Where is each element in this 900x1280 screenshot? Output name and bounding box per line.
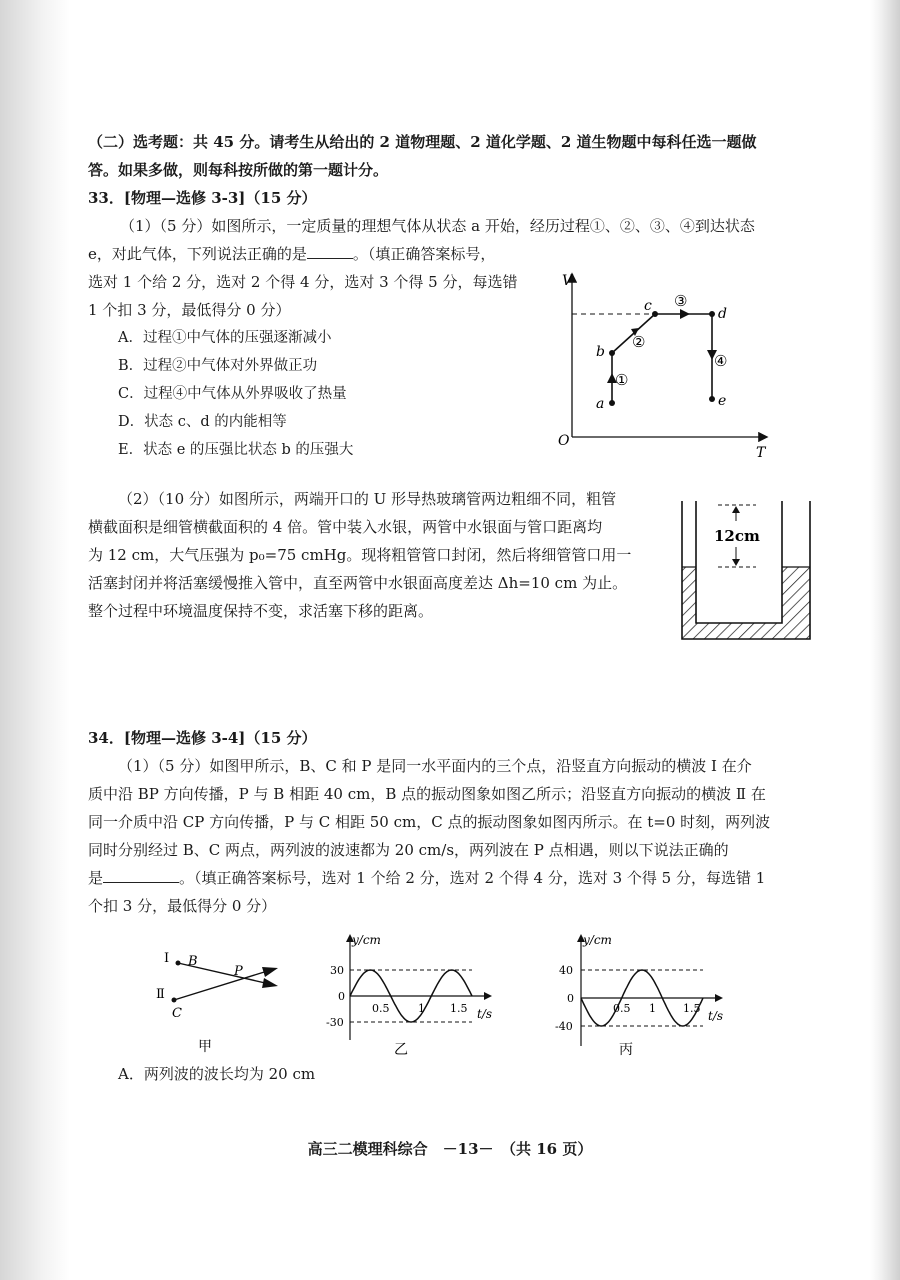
fig-bing-caption: 丙 [619, 1042, 633, 1058]
q33-option-b: B．过程②中气体对外界做正功 [118, 358, 318, 374]
bing-tick-15: 1.5 [683, 1002, 701, 1015]
tube-inner-wall [696, 501, 782, 623]
dim-arrow-down-head [732, 559, 740, 566]
q33-part2-line5: 整个过程中环境温度保持不变，求活塞下移的距离。 [88, 602, 434, 620]
yi-tick-0: 0 [338, 990, 345, 1003]
origin-label: O [558, 433, 570, 449]
q33-part1-line1: （1）（5 分）如图所示，一定质量的理想气体从状态 a 开始，经历过程①、②、③、④到达状态 [120, 217, 755, 235]
wave-2-label: Ⅱ [156, 987, 165, 1002]
q34-line1: （1）（5 分）如图甲所示，B、C 和 P 是同一水平面内的三个点，沿竖直方向振动的横波 Ⅰ 在介 [118, 757, 752, 775]
q33-part1-line2-start: e，对此气体，下列说法正确的是 [88, 245, 307, 263]
yi-tick-15: 1.5 [450, 1002, 468, 1015]
q33-part1-line4: 1 个扣 3 分，最低得分 0 分） [88, 301, 291, 319]
vt-graph [540, 265, 780, 460]
yi-xlabel: t/s [477, 1007, 493, 1021]
label-b: b [596, 344, 605, 360]
q34-line2: 质中沿 BP 方向传播，P 与 B 相距 40 cm，B 点的振动图象如图乙所示；沿竖直方向振动的横波 Ⅱ 在 [88, 785, 766, 803]
wave-1-label: Ⅰ [164, 951, 170, 966]
fig-jia-caption: 甲 [198, 1039, 212, 1055]
q34-line5-start: 是 [88, 869, 104, 887]
q34-line4: 同时分别经过 B、C 两点，两列波的波速都为 20 cm/s，两列波在 P 点相遇，则以下说法正确的 [88, 841, 729, 859]
fig-jia [148, 945, 298, 1055]
q33-option-c: C．过程④中气体从外界吸收了热量 [118, 386, 347, 402]
fig-yi [322, 928, 502, 1058]
yi-t-axis-arrow [484, 992, 492, 1000]
t-axis-label: T [756, 445, 766, 460]
label-a: a [596, 396, 605, 412]
scan-shadow-right [870, 0, 900, 1280]
point-c [652, 311, 658, 317]
q34-answer-blank[interactable] [103, 868, 179, 883]
intro-line-2: 答。如果多做，则每科按所做的第一题计分。 [88, 161, 389, 179]
q33-title: 33．[物理—选修 3-3]（15 分） [88, 189, 317, 207]
tube-dimension-label: 12cm [714, 527, 760, 545]
point-C-dot [172, 998, 177, 1003]
wave-2-arrow [262, 967, 278, 977]
process-3-arrow [680, 309, 690, 319]
bing-ylabel: y/cm [583, 933, 612, 947]
q34-option-a: A．两列波的波长均为 20 cm [118, 1065, 316, 1083]
label-process-3: ③ [674, 292, 688, 310]
q33-part1-line3: 选对 1 个给 2 分，选对 2 个得 4 分，选对 3 个得 5 分，每选错 [88, 273, 518, 291]
fig-yi-caption: 乙 [394, 1042, 408, 1058]
wave-1-arrow [262, 978, 278, 988]
label-c: c [644, 298, 652, 314]
yi-tick-30: 30 [330, 964, 344, 977]
q33-option-a: A．过程①中气体的压强逐渐减小 [118, 330, 332, 346]
q33-answer-blank[interactable] [307, 244, 353, 259]
v-axis-label: V [562, 273, 573, 289]
label-C: C [172, 1006, 182, 1021]
point-e [709, 396, 715, 402]
q34-title: 34．[物理—选修 3-4]（15 分） [88, 729, 317, 747]
label-process-2: ② [632, 333, 646, 351]
q34-line3: 同一介质中沿 CP 方向传播，P 与 C 相距 50 cm，C 点的振动图象如图丙所示。在 t=0 时刻，两列波 [88, 813, 771, 831]
q33-part2-line2: 横截面积是细管横截面积的 4 倍。管中装入水银，两管中水银面与管口距离均 [88, 518, 603, 536]
q34-line5-end: 。（填正确答案标号，选对 1 个给 2 分，选对 2 个得 4 分，选对 3 个得 5 分，每选错 1 [179, 869, 766, 887]
q33-part1-line2-end: 。（填正确答案标号， [352, 245, 496, 263]
yi-tick-neg30: -30 [326, 1016, 344, 1029]
q33-part2-line3: 为 12 cm，大气压强为 p₀=75 cmHg。现将粗管管口封闭，然后将细管管口用一 [88, 546, 632, 564]
label-process-1: ① [615, 371, 629, 389]
label-e: e [718, 393, 727, 409]
bing-tick-neg40: -40 [555, 1020, 573, 1033]
dim-arrow-up-head [732, 506, 740, 513]
bing-tick-0: 0 [567, 992, 574, 1005]
label-P: P [234, 964, 243, 979]
yi-tick-05: 0.5 [372, 1002, 390, 1015]
point-a [609, 400, 615, 406]
point-d [709, 311, 715, 317]
fig-bing [545, 928, 735, 1058]
mercury-fill [682, 567, 810, 639]
label-process-4: ④ [714, 352, 728, 370]
bing-xlabel: t/s [708, 1009, 724, 1023]
q34-line6: 个扣 3 分，最低得分 0 分） [88, 897, 277, 915]
q33-option-d: D．状态 c、d 的内能相等 [118, 414, 287, 430]
q33-part2-line4: 活塞封闭并将活塞缓慢推入管中，直至两管中水银面高度差达 Δh=10 cm 为止。 [88, 574, 628, 592]
scan-shadow-left [0, 0, 70, 1280]
q33-part1-line2 [88, 244, 495, 264]
page-footer: 高三二模理科综合 －13－ （共 16 页） [307, 1140, 593, 1158]
yi-ylabel: y/cm [352, 933, 381, 947]
bing-t-axis-arrow [715, 994, 723, 1002]
point-b [609, 350, 615, 356]
q33-part2-line1: （2）（10 分）如图所示，两端开口的 U 形导热玻璃管两边粗细不同，粗管 [118, 490, 617, 508]
yi-tick-1: 1 [418, 1002, 425, 1015]
bing-tick-05: 0.5 [613, 1002, 631, 1015]
label-B: B [188, 954, 198, 969]
label-d: d [718, 306, 727, 322]
intro-line-1: （二）选考题：共 45 分。请考生从给出的 2 道物理题、2 道化学题、2 道生物题中每科任选一题做 [88, 133, 757, 151]
bing-tick-1: 1 [649, 1002, 656, 1015]
u-tube-figure [678, 495, 818, 645]
point-B-dot [176, 961, 181, 966]
q33-option-e: E．状态 e 的压强比状态 b 的压强大 [118, 442, 354, 458]
q34-line5 [88, 868, 765, 888]
bing-tick-40: 40 [559, 964, 573, 977]
